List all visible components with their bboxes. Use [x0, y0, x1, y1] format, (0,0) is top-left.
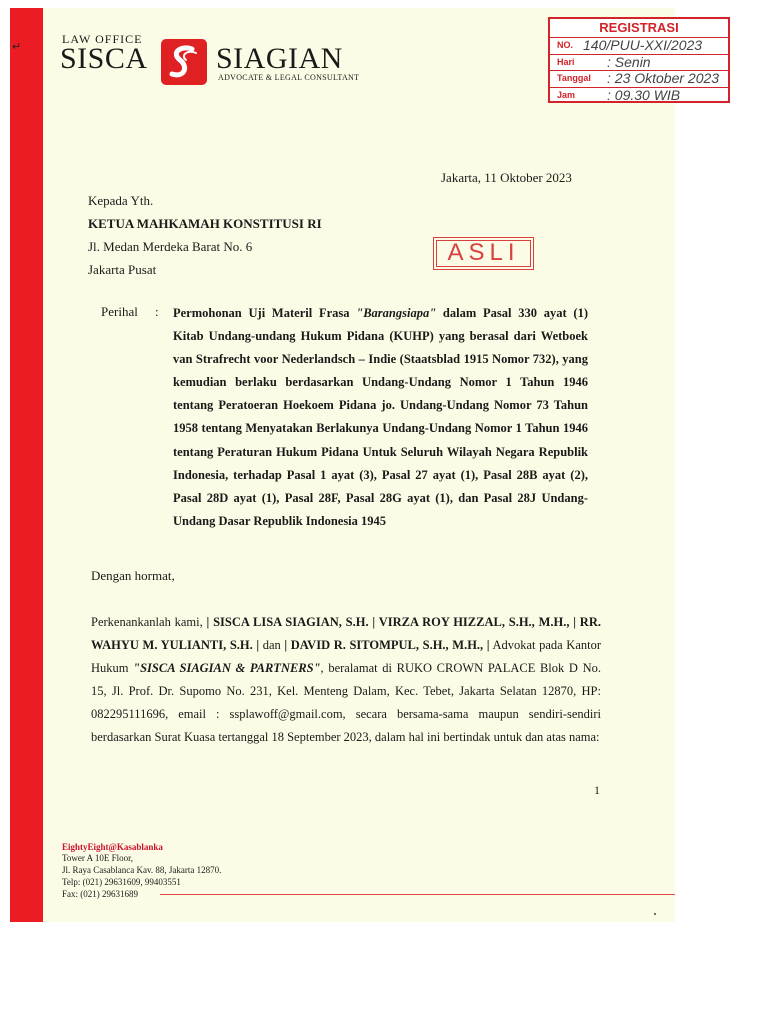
- registration-value: : Senin: [607, 53, 651, 70]
- recipient-city: Jakarta Pusat: [88, 262, 157, 277]
- firm-name-bold-italic: "SISCA SIAGIAN & PARTNERS": [133, 661, 321, 675]
- registration-label: Hari: [557, 56, 575, 67]
- body-text-part: Advokat pada Kantor Hukum: [91, 638, 601, 675]
- registration-value: : 23 Oktober 2023: [607, 70, 720, 86]
- registration-label: Jam: [557, 89, 576, 100]
- letterhead-office-label: LAW OFFICE: [62, 32, 143, 46]
- footer-fax: Fax: (021) 29631689: [62, 889, 138, 899]
- body-text-part: Perkenankanlah kami,: [91, 615, 207, 629]
- letter-date: Jakarta, 11 Oktober 2023: [441, 170, 572, 185]
- recipient-name: KETUA MAHKAMAH KONSTITUSI RI: [88, 216, 322, 231]
- scan-mark-icon: ↵: [12, 41, 22, 53]
- perihal-colon: :: [155, 304, 159, 319]
- perihal-text: [173, 302, 588, 533]
- registration-stamp: [548, 17, 730, 103]
- registration-row-day: [550, 55, 728, 72]
- asli-stamp: ASLI: [433, 237, 534, 270]
- body-names-bold: | DAVID R. SITOMPUL, S.H., M.H., |: [284, 638, 490, 652]
- firm-logo-icon: [158, 36, 210, 88]
- page-number: 1: [594, 783, 600, 797]
- registration-value: : 09.30 WIB: [607, 86, 681, 103]
- perihal-label: Perihal: [101, 304, 138, 319]
- recipient-street: Jl. Medan Merdeka Barat No. 6: [88, 239, 253, 254]
- left-red-bar: [10, 8, 43, 922]
- letterhead-name-right: SIAGIAN: [216, 42, 343, 75]
- registration-row-date: [550, 71, 728, 88]
- letterhead-name-left: SISCA: [60, 42, 148, 75]
- salutation: Dengan hormat,: [91, 568, 175, 583]
- recipient-greeting: Kepada Yth.: [88, 193, 154, 208]
- body-text-part: , beralamat di RUKO CROWN PALACE Blok D No. 15, Jl. Prof. Dr. Supomo No. 231, Kel. Menteng Dalam, Kec. Tebet, Jakarta Selatan 12870, HP: 082295111696, email : ssplawoff@gmail.com, secara bersama-sama maupun sendiri-sendiri berdasarkan Surat Kuasa tertanggal 18 September 2023, dalam hal ini bertindak untuk dan atas nama:: [91, 661, 602, 744]
- registration-label: Tanggal: [557, 73, 591, 83]
- body-text-part: dan: [259, 638, 285, 652]
- perihal-text-part: Permohonan Uji Materil Frasa: [173, 306, 357, 320]
- footer-brand: EightyEight@Kasablanka: [62, 842, 163, 852]
- body-paragraph: [91, 611, 601, 749]
- perihal-italic-term: "Barangsiapa": [356, 306, 437, 320]
- letterhead-subtitle: ADVOCATE & LEGAL CONSULTANT: [218, 73, 360, 82]
- perihal-text-part: dalam Pasal 330 ayat (1) Kitab Undang-undang Hukum Pidana (KUHP) yang berasal dari Wetboek van Strafrecht voor Nederlandsch – Indie (Staatsblad 1915 Nomor 732), yang kemudian berlaku berdasarkan Undang-Undang Nomor 1 Tahun 1946 tentang Peratoeran Hoekoem Pidana jo. Undang-Undang Nomor 73 Tahun 1958 tentang Menyatakan Berlakunya Undang-Undang Nomor 1 Tahun 1946 tentang Peraturan Hukum Pidana Untuk Seluruh Wilayah Negara Republik Indonesia, terhadap Pasal 1 ayat (3), Pasal 27 ayat (1), Pasal 28B ayat (2), Pasal 28D ayat (1), Pasal 28F, Pasal 28G ayat (1), dan Pasal 28J Undang-Undang Dasar Republik Indonesia 1945: [173, 306, 588, 528]
- registration-title: REGISTRASI: [550, 19, 728, 38]
- scan-speck: [654, 913, 656, 915]
- footer-address-line: Tower A 10E Floor,: [62, 853, 134, 863]
- registration-row-number: [550, 38, 728, 55]
- footer-phone: Telp: (021) 29631609, 99403551: [62, 877, 181, 887]
- body-names-bold: | SISCA LISA SIAGIAN, S.H. | VIRZA ROY HIZZAL, S.H., M.H., | RR. WAHYU M. YULIANTI, S.H. |: [91, 615, 601, 652]
- registration-row-time: [550, 88, 728, 104]
- registration-value: 140/PUU-XXI/2023: [583, 37, 703, 53]
- registration-label: NO.: [557, 40, 574, 50]
- footer-address-line: Jl. Raya Casablanca Kav. 88, Jakarta 12870.: [62, 865, 222, 875]
- footer-divider: [160, 894, 675, 895]
